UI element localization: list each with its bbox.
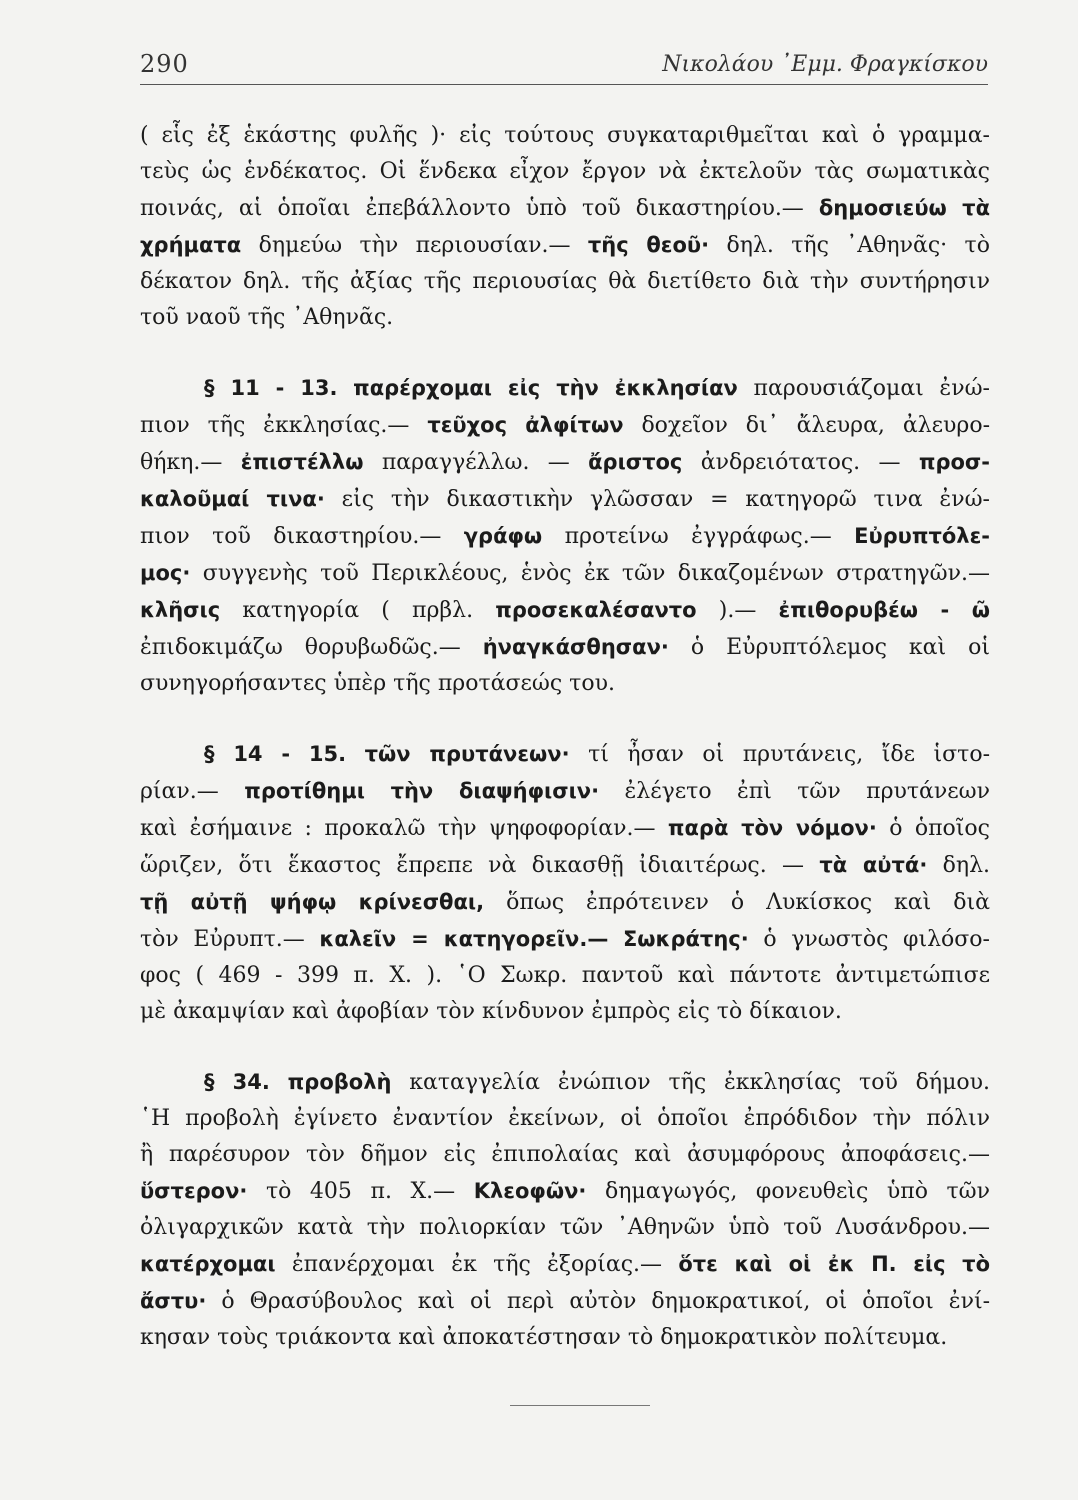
text-line: δέκατον δηλ. τῆς ἀξίας τῆς περιουσίας θὰ διετίθετο διὰ τὴν συντήρησιν — [140, 269, 990, 294]
lemma: παρὰ τὸν νόμον· — [667, 816, 877, 840]
lemma: προβολὴ — [287, 1070, 392, 1094]
text-line: συνηγορήσαντες ὑπὲρ τῆς προτάσεώς του. — [140, 671, 615, 696]
lemma: τῆς θεοῦ· — [587, 233, 710, 257]
paragraph-commentary-intro — [140, 118, 990, 336]
paragraph-section-14-15 — [140, 736, 990, 1030]
lemma: ἐπιθορυβέω - ῶ — [778, 598, 990, 622]
lemma: ἐπιστέλλω — [240, 450, 364, 474]
text-line: ρίαν.— προτίθημι τὴν διαψήφισιν· ἐλέγετο ἐπὶ τῶν πρυτάνεων — [140, 779, 991, 804]
text-line: καὶ ἐσήμαινε : προκαλῶ τὴν ψηφοφορίαν.— παρὰ τὸν νόμον· ὁ ὁποῖος — [140, 816, 990, 841]
text-line: τοῦ ναοῦ τῆς ᾿Αθηνᾶς. — [140, 305, 394, 330]
paragraph-section-34 — [140, 1064, 990, 1356]
page-number: 290 — [140, 50, 189, 78]
text-line: § 14 - 15. τῶν πρυτάνεων· τί ἦσαν οἱ πρυτάνεις, ἴδε ἱστο- — [204, 742, 990, 767]
lemma: χρήματα — [140, 233, 242, 257]
running-head: Νικολάου ᾿Εμμ. Φραγκίσκου — [662, 52, 988, 77]
lemma: Σωκράτης· — [622, 927, 749, 951]
text-line: ῾Η προβολὴ ἐγίνετο ἐναντίον ἐκείνων, οἱ ὁποῖοι ἐπρόδιδον τὴν πόλιν — [140, 1106, 990, 1131]
lemma: κατέρχομαι — [140, 1252, 276, 1276]
text-line: φος ( 469 - 399 π. Χ. ). ῾Ο Σωκρ. παντοῦ καὶ πάντοτε ἀντιμετώπισε — [140, 963, 990, 988]
text-line: ὥριζεν, ὅτι ἕκαστος ἔπρεπε νὰ δικασθῇ ἰδιαιτέρως. — τὰ αὐτά· δηλ. — [140, 853, 991, 878]
lemma: παρέρχομαι εἰς τὴν ἐκκλησίαν — [353, 376, 738, 400]
page-body — [140, 118, 990, 1356]
text-line: ἄστυ· ὁ Θρασύβουλος καὶ οἱ περὶ αὐτὸν δημοκρατικοί, οἱ ὁποῖοι ἐνί- — [140, 1289, 991, 1314]
text-line: § 11 - 13. παρέρχομαι εἰς τὴν ἐκκλησίαν παρουσιάζομαι ἐνώ- — [204, 376, 990, 401]
text-line: τὸν Εὐρυπτ.— καλεῖν = κατηγορεῖν.— Σωκράτης· ὁ γνωστὸς φιλόσο- — [140, 927, 990, 952]
page-header — [140, 44, 988, 85]
lemma: τὰ αὐτά· — [819, 853, 928, 877]
text-line: κατέρχομαι ἐπανέρχομαι ἐκ τῆς ἐξορίας.— ὅτε καὶ οἱ ἐκ Π. εἰς τὸ — [140, 1252, 991, 1277]
lemma: ἠναγκάσθησαν· — [482, 635, 669, 659]
lemma: καλεῖν = κατηγορεῖν.— — [319, 927, 609, 951]
section-number: § 14 - 15. — [204, 742, 347, 766]
text-line: ἢ παρέσυρον τὸν δῆμον εἰς ἐπιπολαίας καὶ ἀσυμφόρους ἀποφάσεις.— — [140, 1142, 990, 1167]
text-line: τεὺς ὡς ἑνδέκατος. Οἱ ἕνδεκα εἶχον ἔργον νὰ ἐκτελοῦν τὰς σωματικὰς — [140, 159, 990, 184]
text-line: κησαν τοὺς τριάκοντα καὶ ἀποκατέστησαν τὸ δημοκρατικὸν πολίτευμα. — [140, 1325, 948, 1350]
lemma: τῶν πρυτάνεων· — [364, 742, 570, 766]
footer-rule — [510, 1405, 650, 1406]
lemma: τῇ αὐτῇ ψήφῳ κρίνεσθαι, — [140, 890, 485, 914]
lemma: καλοῦμαί τινα· — [140, 487, 325, 511]
text-line: κλῆσις κατηγορία ( πρβλ. προσεκαλέσαντο ).— ἐπιθορυβέω - ῶ — [140, 598, 990, 623]
text-line: χρήματα δημεύω τὴν περιουσίαν.— τῆς θεοῦ· δηλ. τῆς ᾿Αθηνᾶς· τὸ — [140, 233, 990, 258]
text-line: ὀλιγαρχικῶν κατὰ τὴν πολιορκίαν τῶν ᾿Αθηνῶν ὑπὸ τοῦ Λυσάνδρου.— — [140, 1215, 990, 1240]
text-line: μος· συγγενὴς τοῦ Περικλέους, ἑνὸς ἐκ τῶν δικαζομένων στρατηγῶν.— — [140, 561, 990, 586]
lemma: Κλεοφῶν· — [473, 1179, 587, 1203]
text-line: ἐπιδοκιμάζω θορυβωδῶς.— ἠναγκάσθησαν· ὁ Εὐρυπτόλεμος καὶ οἱ — [140, 635, 990, 660]
paragraph-section-11-13 — [140, 370, 990, 702]
lemma: ὕστερον· — [140, 1179, 248, 1203]
lemma: Εὐρυπτόλε- — [854, 524, 990, 548]
lemma: κλῆσις — [140, 598, 221, 622]
lemma: προσεκαλέσαντο — [495, 598, 697, 622]
lemma: ὅτε καὶ οἱ ἐκ Π. εἰς τὸ — [678, 1252, 991, 1276]
lemma: ἄστυ· — [140, 1289, 207, 1313]
lemma: τεῦχος ἀλφίτων — [427, 413, 624, 437]
section-number: § 34. — [204, 1070, 270, 1094]
lemma: προτίθημι τὴν διαψήφισιν· — [244, 779, 600, 803]
text-line: μὲ ἀκαμψίαν καὶ ἀφοβίαν τὸν κίνδυνον ἐμπρὸς εἰς τὸ δίκαιον. — [140, 999, 842, 1024]
text-line: καλοῦμαί τινα· εἰς τὴν δικαστικὴν γλῶσσαν = κατηγορῶ τινα ἐνώ- — [140, 487, 990, 512]
section-number: § 11 - 13. — [204, 376, 338, 400]
text-line: τῇ αὐτῇ ψήφῳ κρίνεσθαι, ὅπως ἐπρότεινεν ὁ Λυκίσκος καὶ διὰ — [140, 890, 991, 915]
lemma: μος· — [140, 561, 191, 585]
text-line: ( εἷς ἐξ ἑκάστης φυλῆς )· εἰς τούτους συγκαταριθμεῖται καὶ ὁ γραμμα- — [140, 123, 990, 148]
text-line: ποινάς, αἱ ὁποῖαι ἐπεβάλλοντο ὑπὸ τοῦ δικαστηρίου.— δημοσιεύω τὰ — [140, 196, 990, 221]
text-line: § 34. προβολὴ καταγγελία ἐνώπιον τῆς ἐκκλησίας τοῦ δήμου. — [204, 1070, 991, 1095]
text-line: ὕστερον· τὸ 405 π. Χ.— Κλεοφῶν· δημαγωγός, φονευθεὶς ὑπὸ τῶν — [140, 1179, 990, 1204]
text-line: πιον τοῦ δικαστηρίου.— γράφω προτείνω ἐγγράφως.— Εὐρυπτόλε- — [140, 524, 990, 549]
lemma: δημοσιεύω τὰ — [818, 196, 990, 220]
text-line: θήκη.— ἐπιστέλλω παραγγέλλω. — ἄριστος ἀνδρειότατος. — προσ- — [140, 450, 991, 475]
lemma: ἄριστος — [588, 450, 683, 474]
lemma: προσ- — [918, 450, 991, 474]
lemma: γράφω — [463, 524, 543, 548]
text-line: πιον τῆς ἐκκλησίας.— τεῦχος ἀλφίτων δοχεῖον δι᾿ ἄλευρα, ἀλευρο- — [140, 413, 991, 438]
